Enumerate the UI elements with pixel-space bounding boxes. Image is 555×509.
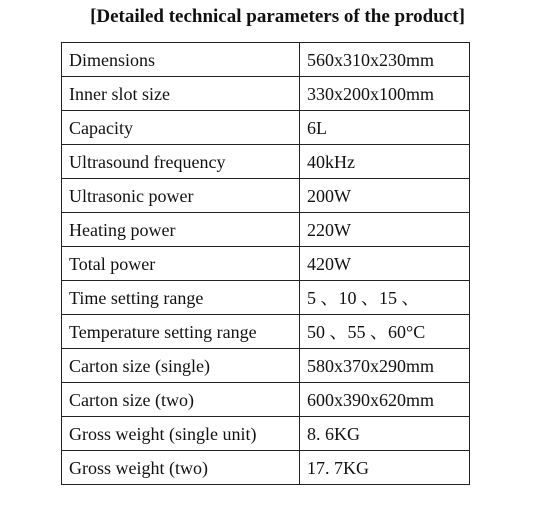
- parameter-name: Ultrasound frequency: [62, 145, 300, 179]
- parameter-value: 50 、55 、60°C: [300, 315, 470, 349]
- parameter-name: Carton size (two): [62, 383, 300, 417]
- parameter-name: Carton size (single): [62, 349, 300, 383]
- parameter-value: 330x200x100mm: [300, 77, 470, 111]
- parameter-value: 8. 6KG: [300, 417, 470, 451]
- table-row: [62, 417, 470, 451]
- table-row: [62, 383, 470, 417]
- parameter-value: 200W: [300, 179, 470, 213]
- table-row: [62, 111, 470, 145]
- parameter-name: Capacity: [62, 111, 300, 145]
- table-row: [62, 247, 470, 281]
- table-row: [62, 349, 470, 383]
- parameter-name: Dimensions: [62, 43, 300, 77]
- table-row: [62, 213, 470, 247]
- table-row: [62, 281, 470, 315]
- parameter-name: Inner slot size: [62, 77, 300, 111]
- parameter-value: 220W: [300, 213, 470, 247]
- parameter-value: 5 、10 、15 、: [300, 281, 470, 315]
- parameter-name: Ultrasonic power: [62, 179, 300, 213]
- parameter-value: 420W: [300, 247, 470, 281]
- parameter-name: Total power: [62, 247, 300, 281]
- parameter-name: Heating power: [62, 213, 300, 247]
- parameter-name: Gross weight (two): [62, 451, 300, 485]
- parameter-value: 40kHz: [300, 145, 470, 179]
- spec-table: [61, 42, 470, 485]
- parameter-value: 600x390x620mm: [300, 383, 470, 417]
- table-row: [62, 43, 470, 77]
- parameter-value: 17. 7KG: [300, 451, 470, 485]
- table-row: [62, 315, 470, 349]
- table-row: [62, 145, 470, 179]
- table-row: [62, 77, 470, 111]
- page-title: [Detailed technical parameters of the product]: [90, 6, 465, 27]
- parameter-name: Temperature setting range: [62, 315, 300, 349]
- parameter-name: Time setting range: [62, 281, 300, 315]
- parameter-value: 560x310x230mm: [300, 43, 470, 77]
- parameter-value: 580x370x290mm: [300, 349, 470, 383]
- table-row: [62, 179, 470, 213]
- parameter-name: Gross weight (single unit): [62, 417, 300, 451]
- table-row: [62, 451, 470, 485]
- parameter-value: 6L: [300, 111, 470, 145]
